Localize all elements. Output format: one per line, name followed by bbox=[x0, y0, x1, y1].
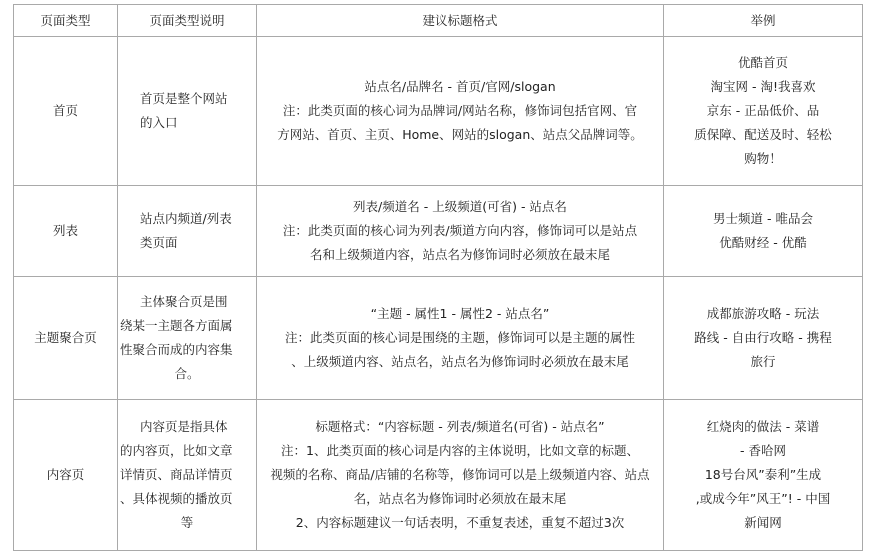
example-line: 成都旅游攻略 - 玩法 bbox=[706, 306, 820, 321]
format-line: 列表/频道名 - 上级频道(可省) - 站点名 bbox=[353, 199, 567, 214]
example-line: 优酷首页 bbox=[737, 55, 788, 70]
page-description-cell bbox=[118, 400, 257, 551]
page-description-cell bbox=[118, 37, 257, 186]
description-line: 等 bbox=[180, 515, 194, 530]
header-example: 举例 bbox=[664, 5, 863, 37]
description-line: 站点内频道/列表 bbox=[140, 211, 232, 226]
format-line: 名，站点名为修饰词时必须放在最末尾 bbox=[353, 491, 567, 506]
format-line: 注：此类页面的核心词为品牌词/网站名称，修饰词包括官网、官 bbox=[282, 103, 638, 118]
title-format-cell bbox=[257, 277, 664, 400]
description-line: 详情页、商品详情页 bbox=[120, 467, 233, 482]
format-line: 注：1、此类页面的核心词是内容的主体说明，比如文章的标题、 bbox=[281, 443, 639, 458]
example-line: 优酷财经 - 优酷 bbox=[719, 235, 807, 250]
example-cell bbox=[664, 37, 863, 186]
description-line: 性聚合而成的内容集 bbox=[120, 342, 233, 357]
example-line: 男士频道 - 唯品会 bbox=[713, 211, 813, 226]
page-description-cell bbox=[118, 186, 257, 277]
example-line: 淘宝网 - 淘!我喜欢 bbox=[710, 79, 816, 94]
example-cell bbox=[664, 277, 863, 400]
description-line: 的内容页，比如文章 bbox=[120, 443, 233, 458]
description-line: 合。 bbox=[174, 366, 200, 381]
example-line: - 香哈网 bbox=[740, 443, 786, 458]
table-row bbox=[14, 186, 863, 277]
page-type-cell: 列表 bbox=[14, 186, 118, 277]
example-line: 质保障、配送及时、轻松 bbox=[694, 127, 832, 142]
description-line: 类页面 bbox=[140, 235, 178, 250]
example-line: 购物！ bbox=[744, 151, 782, 166]
title-format-cell bbox=[257, 37, 664, 186]
example-cell bbox=[664, 400, 863, 551]
example-line: 京东 - 正品低价、品 bbox=[706, 103, 820, 118]
format-line: “主题 - 属性1 - 属性2 - 站点名” bbox=[370, 306, 550, 321]
table-row bbox=[14, 37, 863, 186]
page-title-format-table bbox=[13, 4, 863, 551]
format-line: 视频的名称、商品/店铺的名称等，修饰词可以是上级频道内容、站点 bbox=[270, 467, 650, 482]
description-line: 绕某一主题各方面属 bbox=[120, 318, 233, 333]
header-page-description: 页面类型说明 bbox=[118, 5, 257, 37]
example-line: 旅行 bbox=[750, 354, 776, 369]
format-line: 站点名/品牌名 - 首页/官网/slogan bbox=[364, 79, 556, 94]
header-title-format: 建议标题格式 bbox=[257, 5, 664, 37]
page-type-cell: 内容页 bbox=[14, 400, 118, 551]
example-line: 新闻网 bbox=[744, 515, 782, 530]
description-line: 主体聚合页是围 bbox=[140, 294, 228, 309]
format-line: 方网站、首页、主页、Home、网站的slogan、站点父品牌词等。 bbox=[277, 127, 643, 142]
description-line: 的入口 bbox=[140, 115, 178, 130]
format-line: 、上级频道内容、站点名，站点名为修饰词时必须放在最末尾 bbox=[291, 354, 629, 369]
page-description-cell bbox=[118, 277, 257, 400]
table-row bbox=[14, 277, 863, 400]
title-format-cell bbox=[257, 186, 664, 277]
format-line: 注：此类页面的核心词为列表/频道方向内容，修饰词可以是站点 bbox=[282, 223, 638, 238]
example-line: 红烧肉的做法 - 菜谱 bbox=[706, 419, 820, 434]
format-line: 标题格式：“内容标题 - 列表/频道名(可省) - 站点名” bbox=[315, 419, 605, 434]
description-line: 内容页是指具体 bbox=[140, 419, 228, 434]
format-line: 注：此类页面的核心词是围绕的主题，修饰词可以是主题的属性 bbox=[284, 330, 635, 345]
description-line: 首页是整个网站 bbox=[140, 91, 228, 106]
description-line: 、具体视频的播放页 bbox=[120, 491, 233, 506]
format-line: 名和上级频道内容，站点名为修饰词时必须放在最末尾 bbox=[309, 247, 610, 262]
format-line: 2、内容标题建议一句话表明，不重复表述，重复不超过3次 bbox=[295, 515, 625, 530]
example-cell bbox=[664, 186, 863, 277]
header-page-type: 页面类型 bbox=[14, 5, 118, 37]
page-type-cell: 首页 bbox=[14, 37, 118, 186]
example-line: 路线 - 自由行攻略 - 携程 bbox=[694, 330, 832, 345]
table-row bbox=[14, 400, 863, 551]
table-header-row bbox=[14, 5, 863, 37]
page-type-cell: 主题聚合页 bbox=[14, 277, 118, 400]
example-line: ,或成今年”风王”! - 中国 bbox=[695, 491, 831, 506]
title-format-cell bbox=[257, 400, 664, 551]
example-line: 18号台风”泰利”生成 bbox=[704, 467, 822, 482]
